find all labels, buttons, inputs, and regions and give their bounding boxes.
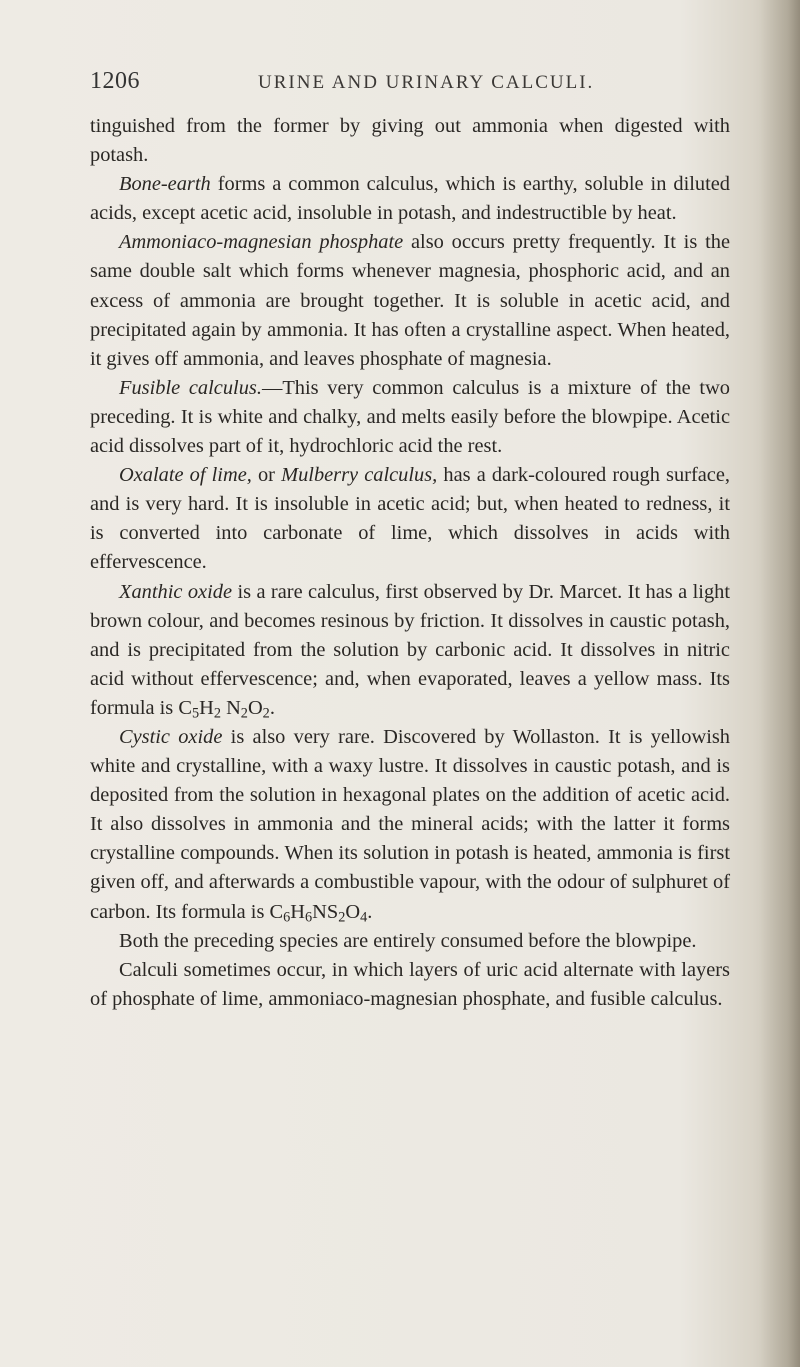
paragraph-text: forms a common calculus, which is earthy, soluble in diluted acids, except acetic acid, insoluble in potash, and indestructible by heat. (90, 173, 730, 225)
page-edge-shadow (760, 0, 800, 1367)
paragraph-layered-calculi (90, 956, 730, 1014)
paragraph-text: tinguished from the former by giving out ammonia when digested with potash. (90, 115, 730, 167)
term-oxalate-of-lime: Oxalate of lime, (119, 464, 252, 487)
paragraph-xanthic-oxide (90, 578, 730, 723)
term-bone-earth: Bone-earth (119, 173, 211, 196)
paragraph-cystic-oxide (90, 723, 730, 927)
formula-cystic-oxide: $C_6H_6NS_2O_4$. (269, 900, 373, 926)
page-number: 1206 (90, 68, 140, 94)
paragraph-text: has a dark-coloured rough surface, and is very hard. It is insoluble in acetic acid; but, when heated to redness, it is converted into carbonate of lime, which dissolves in acids with effervescence. (90, 464, 730, 574)
paragraph-both-preceding (90, 927, 730, 956)
paragraph-text: also occurs pretty frequently. It is the same double salt which forms whenever magnesia, phosphoric acid, and an excess of ammonia are brought together. It is soluble in acetic acid, and precipitated again by ammonia. It has often a crystalline aspect. When heated, it gives off ammonia, and leaves phosphate of magnesia. (90, 231, 731, 370)
paragraph-text: Both the preceding species are entirely consumed before the blowpipe. (119, 929, 697, 952)
formula-xanthic-oxide: $C_5H_2$ $N_2O_2$. (178, 696, 275, 722)
running-title: URINE AND URINARY CALCULI. (258, 72, 595, 93)
paragraph-text: Calculi sometimes occur, in which layers of uric acid alternate with layers of phosphate of lime, ammoniaco-magnesian phosphate, and fusible calculus. (90, 958, 730, 1010)
term-fusible-calculus: Fusible calculus. (119, 376, 262, 399)
paragraph-text: —This very common calculus is a mixture of the two preceding. It is white and chalky, and melts easily before the blowpipe. Acetic acid dissolves part of it, hydrochloric acid the rest. (90, 376, 730, 458)
paragraph-oxalate-of-lime (90, 461, 730, 577)
term-ammoniaco-magnesian-phosphate: Ammoniaco-magnesian phosphate (119, 231, 404, 254)
page-header (90, 68, 710, 98)
term-xanthic-oxide: Xanthic oxide (119, 580, 233, 603)
paragraph-continuation (90, 112, 730, 170)
paragraph-text: is a rare calculus, first observed by Dr. Marcet. It has a light brown colour, and becomes resinous by friction. It dissolves in caustic potash, and is precipitated from the solution by carbonic acid. It dissolves in nitric acid without effervescence; and, when evaporated, leaves a yellow mass. Its formula is (90, 580, 730, 719)
body-text (90, 112, 730, 1014)
paragraph-fusible-calculus (90, 374, 730, 461)
paragraph-connector: or (251, 464, 282, 487)
term-mulberry-calculus: Mulberry calculus, (281, 464, 438, 487)
paragraph-bone-earth (90, 170, 730, 228)
term-cystic-oxide: Cystic oxide (119, 725, 223, 748)
paragraph-ammoniaco-magnesian (90, 228, 730, 373)
paragraph-text: is also very rare. Discovered by Wollaston. It is yellowish white and crystalline, with a waxy lustre. It dissolves in caustic potash, and is deposited from the solution in hexagonal plates on the addition of acetic acid. It also dissolves in ammonia and the mineral acids; with the latter it forms crystalline compounds. When its solution in potash is heated, ammonia is first given off, and afterwards a combustible vapour, with the odour of sulphuret of carbon. Its formula is (90, 725, 730, 923)
